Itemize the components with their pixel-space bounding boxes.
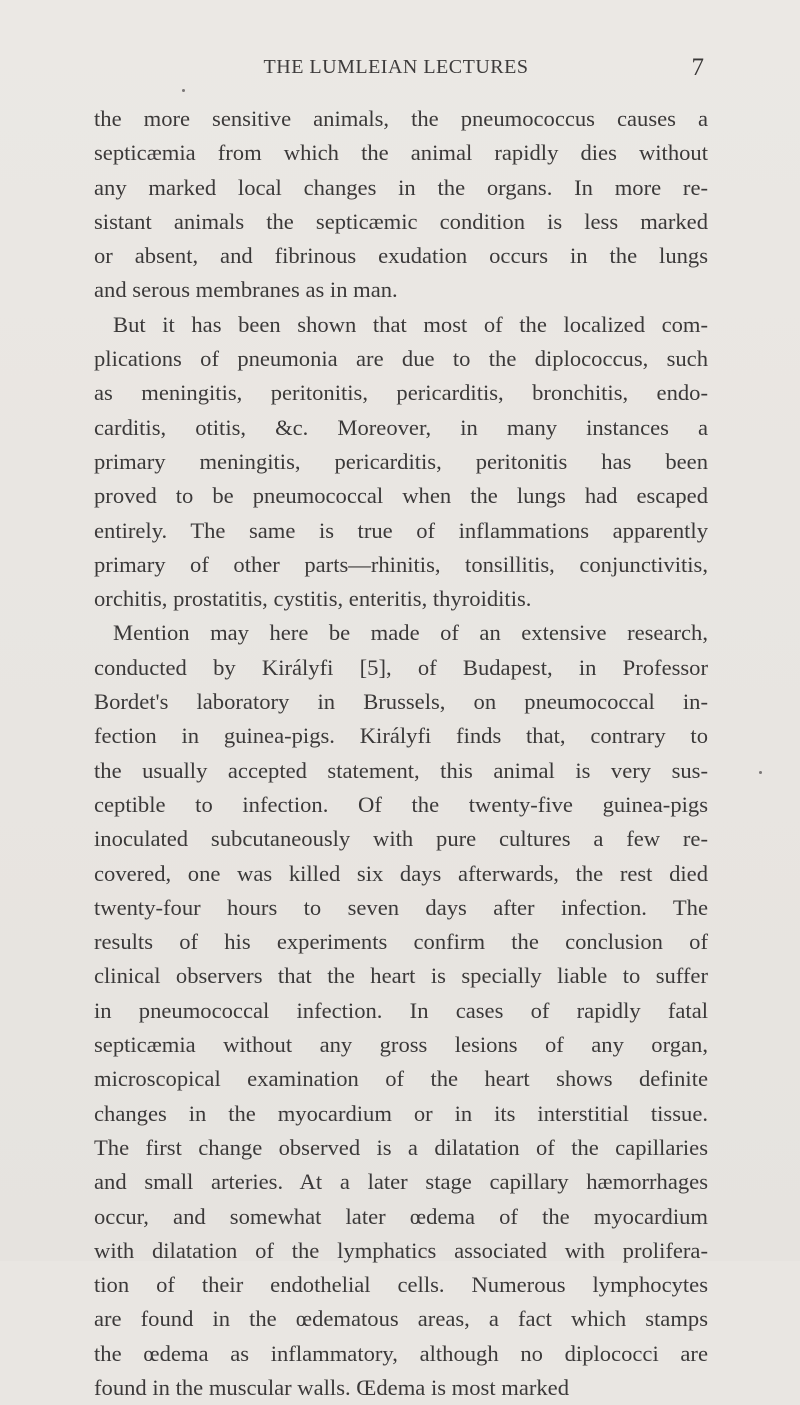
text-line: conducted by Királyfi [5], of Budapest, in Professor (94, 654, 708, 680)
text-line: septicæmia from which the animal rapidly dies without (94, 140, 708, 166)
text-line: results of his experiments confirm the conclusion of (94, 929, 708, 955)
text-line: The first change observed is a dilatation of the capillaries (94, 1134, 708, 1160)
text-line: primary of other parts—rhinitis, tonsillitis, conjunctivitis, (94, 551, 708, 577)
text-line: or absent, and fibrinous exudation occurs in the lungs (94, 243, 708, 269)
text-line: plications of pneumonia are due to the diplococcus, such (94, 346, 708, 372)
body-text (94, 102, 708, 1405)
text-line: tion of their endothelial cells. Numerous lymphocytes (94, 1272, 708, 1298)
text-line: covered, one was killed six days afterwards, the rest died (94, 860, 708, 886)
text-line: with dilatation of the lymphatics associated with prolifera- (94, 1237, 708, 1263)
text-line: inoculated subcutaneously with pure cultures a few re- (94, 826, 708, 852)
text-line: primary meningitis, pericarditis, peritonitis has been (94, 448, 708, 474)
text-line: sistant animals the septicæmic condition is less marked (94, 208, 708, 234)
text-line: the œdema as inflammatory, although no diplococci are (94, 1340, 708, 1366)
text-line: twenty-four hours to seven days after infection. The (94, 894, 708, 920)
text-line: entirely. The same is true of inflammations apparently (94, 517, 708, 543)
text-line: orchitis, prostatitis, cystitis, enteritis, thyroiditis. (94, 586, 532, 612)
text-line: Mention may here be made of an extensive research, (113, 620, 708, 646)
text-line: the usually accepted statement, this animal is very sus- (94, 757, 708, 783)
text-line: changes in the myocardium or in its interstitial tissue. (94, 1100, 708, 1126)
text-line: and small arteries. At a later stage capillary hæmorrhages (94, 1169, 708, 1195)
text-line: Bordet's laboratory in Brussels, on pneumococcal in- (94, 689, 708, 715)
text-line: proved to be pneumococcal when the lungs had escaped (94, 483, 708, 509)
page-number: 7 (691, 54, 704, 81)
text-line: are found in the œdematous areas, a fact which stamps (94, 1306, 708, 1332)
text-line: ceptible to infection. Of the twenty-five guinea-pigs (94, 791, 708, 817)
text-line: and serous membranes as in man. (94, 277, 398, 303)
text-line: fection in guinea-pigs. Királyfi finds that, contrary to (94, 723, 708, 749)
print-speck (759, 771, 762, 774)
text-line: microscopical examination of the heart shows definite (94, 1066, 708, 1092)
text-line: any marked local changes in the organs. In more re- (94, 174, 708, 200)
text-line: clinical observers that the heart is specially liable to suffer (94, 963, 708, 989)
text-line: found in the muscular walls. Œdema is most marked (94, 1374, 570, 1400)
running-head (96, 54, 704, 86)
text-line: in pneumococcal infection. In cases of rapidly fatal (94, 997, 708, 1023)
text-line: But it has been shown that most of the localized com- (113, 311, 708, 337)
running-title: THE LUMLEIAN LECTURES (263, 56, 529, 78)
text-line: occur, and somewhat later œdema of the myocardium (94, 1203, 708, 1229)
text-line: the more sensitive animals, the pneumococcus causes a (94, 106, 708, 131)
print-speck (182, 89, 185, 92)
text-line: septicæmia without any gross lesions of any organ, (94, 1032, 708, 1058)
text-line: as meningitis, peritonitis, pericarditis, bronchitis, endo- (94, 380, 708, 406)
text-line: carditis, otitis, &c. Moreover, in many instances a (94, 414, 708, 440)
